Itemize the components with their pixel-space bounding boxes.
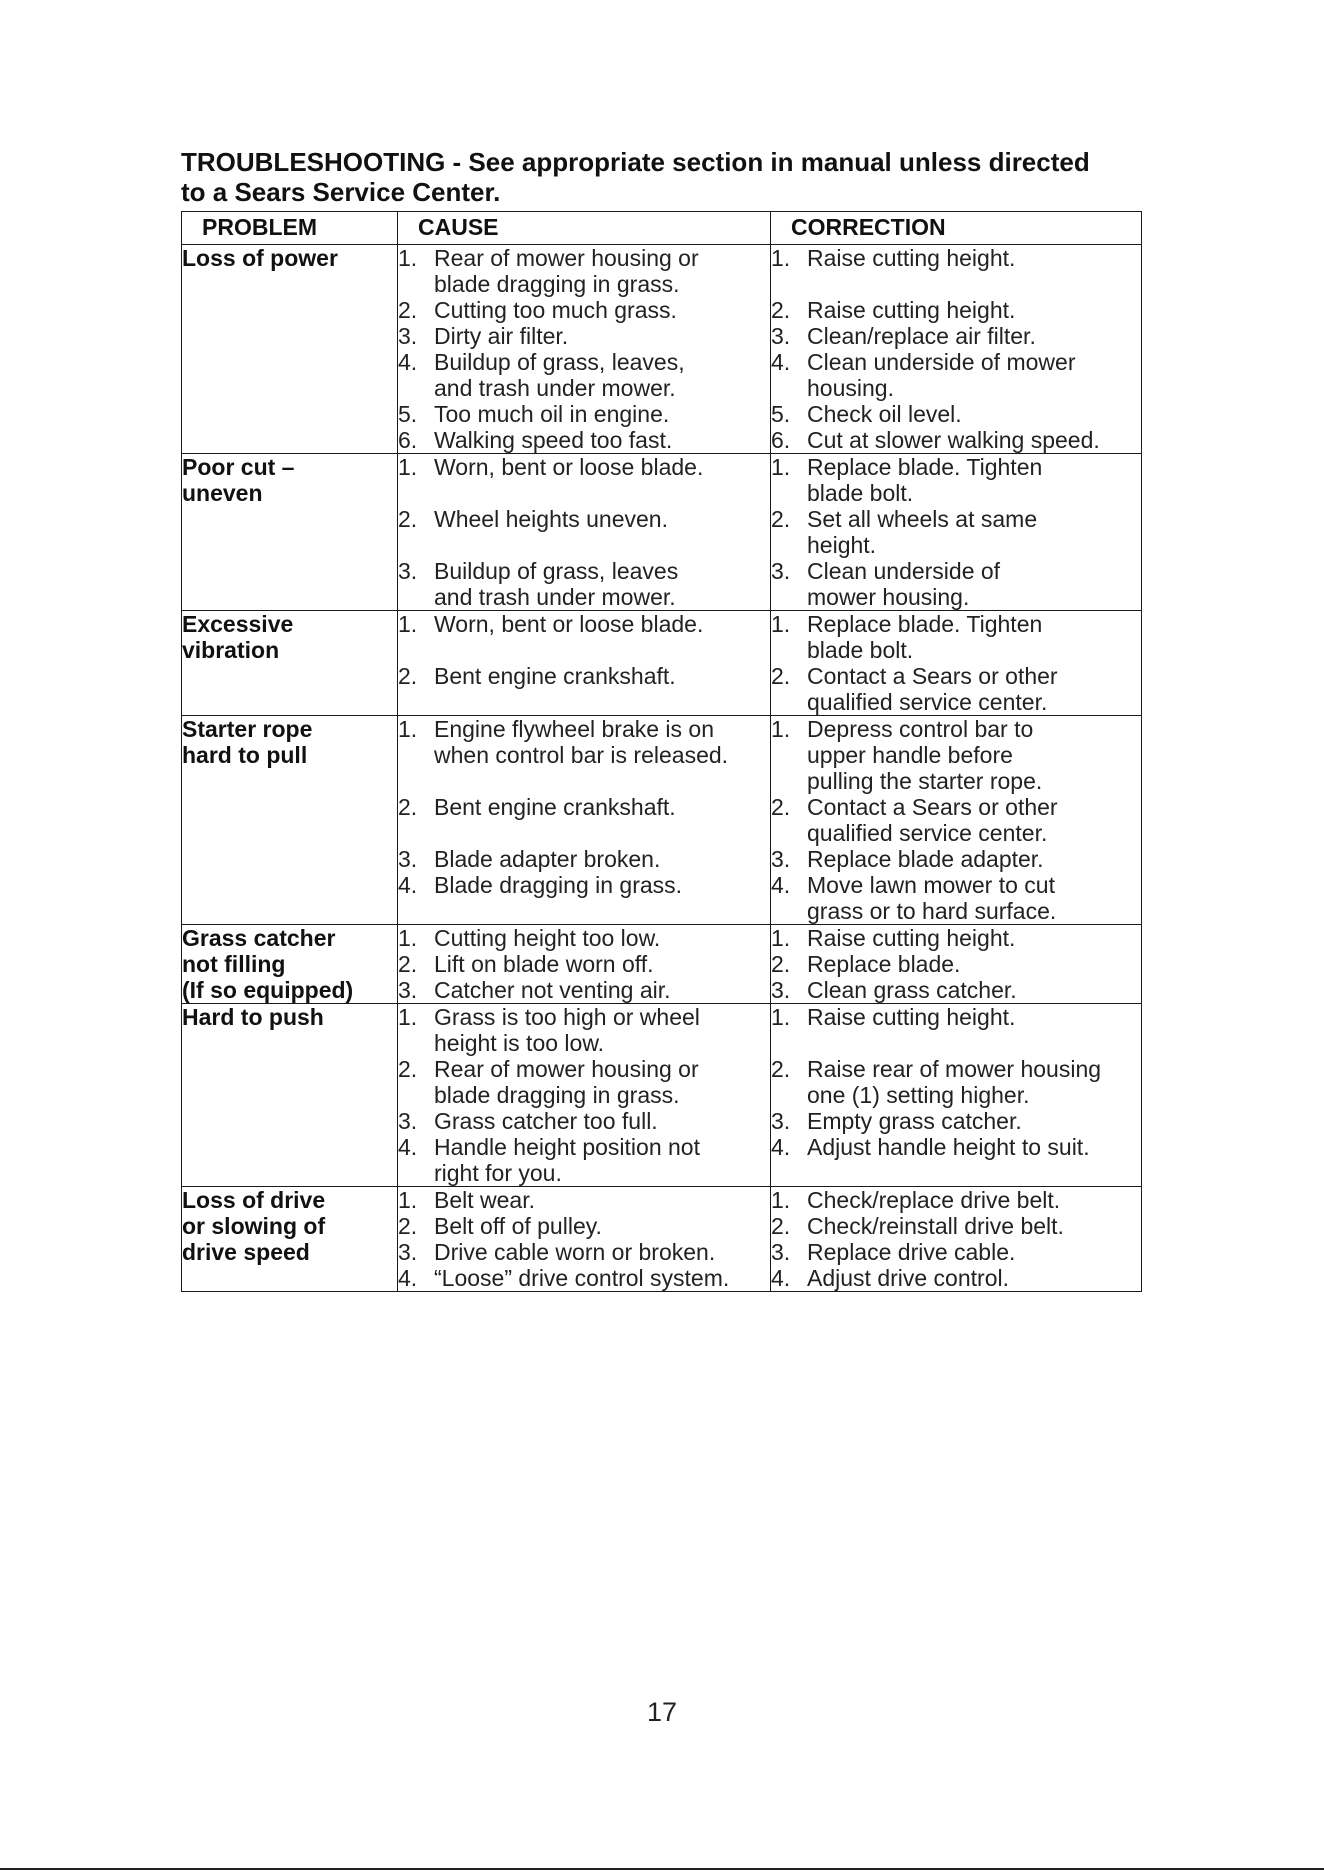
correction-item xyxy=(771,401,1141,427)
item-line: Worn, bent or loose blade. xyxy=(434,611,704,637)
item-number: 3. xyxy=(771,846,791,872)
item-number: 2. xyxy=(398,663,418,689)
item-number: 2. xyxy=(771,794,791,820)
item-text xyxy=(807,794,1141,846)
item-number: 3. xyxy=(398,1108,418,1134)
item-line: Raise cutting height. xyxy=(807,1004,1016,1030)
table-row xyxy=(182,611,1142,716)
item-line: Replace drive cable. xyxy=(807,1239,1016,1265)
item-line: Empty grass catcher. xyxy=(807,1108,1022,1134)
item-text xyxy=(434,663,770,715)
item-number: 1. xyxy=(771,1004,791,1030)
cause-item xyxy=(398,454,770,506)
item-line: Engine flywheel brake is on xyxy=(434,716,714,742)
problem-text: vibration xyxy=(182,637,280,663)
item-text xyxy=(807,427,1141,453)
item-text xyxy=(434,427,770,453)
item-number: 1. xyxy=(771,611,791,637)
item-line: Check/replace drive belt. xyxy=(807,1187,1061,1213)
item-line: height is too low. xyxy=(434,1030,605,1056)
problem-text: Poor cut – xyxy=(182,454,295,480)
item-line: Lift on blade worn off. xyxy=(434,951,654,977)
item-text xyxy=(807,1239,1141,1265)
correction-item xyxy=(771,951,1141,977)
cause-item xyxy=(398,716,770,794)
problem-text: Grass catcher xyxy=(182,925,336,951)
column-header-cause: CAUSE xyxy=(398,212,771,245)
item-text xyxy=(807,977,1141,1003)
item-number: 3. xyxy=(398,977,418,1003)
cause-item xyxy=(398,794,770,846)
cause-item xyxy=(398,1239,770,1265)
item-line xyxy=(434,689,770,715)
item-text xyxy=(807,1213,1141,1239)
item-text xyxy=(807,1134,1141,1160)
item-line: Clean underside of mower xyxy=(807,349,1076,375)
item-text xyxy=(807,1108,1141,1134)
problem-text: Starter rope xyxy=(182,716,313,742)
item-line: blade bolt. xyxy=(807,637,914,663)
item-number: 2. xyxy=(771,951,791,977)
item-number: 3. xyxy=(398,846,418,872)
cause-item xyxy=(398,611,770,663)
item-line: Replace blade. xyxy=(807,951,961,977)
item-text xyxy=(434,951,770,977)
correction-item xyxy=(771,1134,1141,1160)
item-line: Contact a Sears or other xyxy=(807,663,1058,689)
item-line: Clean underside of xyxy=(807,558,1001,584)
item-line: Set all wheels at same xyxy=(807,506,1038,532)
cause-cell xyxy=(398,454,771,611)
item-line: Raise cutting height. xyxy=(807,245,1016,271)
item-line: Adjust handle height to suit. xyxy=(807,1134,1090,1160)
item-number: 1. xyxy=(771,716,791,742)
correction-item xyxy=(771,611,1141,663)
cause-item xyxy=(398,1056,770,1108)
correction-item xyxy=(771,349,1141,401)
item-number: 2. xyxy=(398,951,418,977)
problem-text: drive speed xyxy=(182,1239,310,1265)
item-line: Check oil level. xyxy=(807,401,962,427)
correction-item xyxy=(771,846,1141,872)
page-number: 17 xyxy=(646,1697,678,1727)
item-number: 1. xyxy=(771,454,791,480)
cause-item xyxy=(398,558,770,610)
item-line: Grass catcher too full. xyxy=(434,1108,658,1134)
item-text xyxy=(807,951,1141,977)
header-row xyxy=(182,212,1142,245)
item-text xyxy=(434,1187,770,1213)
item-text xyxy=(807,663,1141,715)
correction-cell xyxy=(771,1187,1142,1292)
item-text xyxy=(434,1134,770,1186)
item-number: 2. xyxy=(771,1213,791,1239)
item-number: 3. xyxy=(771,323,791,349)
correction-item xyxy=(771,427,1141,453)
item-number: 2. xyxy=(771,297,791,323)
correction-item xyxy=(771,323,1141,349)
item-line: housing. xyxy=(807,375,894,401)
item-text xyxy=(434,297,770,323)
item-number: 1. xyxy=(398,1187,418,1213)
item-number: 4. xyxy=(398,1134,418,1160)
item-number: 5. xyxy=(771,401,791,427)
item-number: 1. xyxy=(398,454,418,480)
item-number: 1. xyxy=(771,1187,791,1213)
item-line: blade dragging in grass. xyxy=(434,1082,680,1108)
item-text xyxy=(434,454,770,506)
item-number: 3. xyxy=(771,977,791,1003)
item-text xyxy=(434,1056,770,1108)
item-line xyxy=(434,637,770,663)
item-number: 4. xyxy=(398,872,418,898)
item-line: Replace blade adapter. xyxy=(807,846,1044,872)
correction-cell xyxy=(771,454,1142,611)
item-line: Cut at slower walking speed. xyxy=(807,427,1100,453)
problem-text: hard to pull xyxy=(182,742,308,768)
problem-cell xyxy=(182,611,398,716)
item-line: Depress control bar to xyxy=(807,716,1034,742)
title-line: to a Sears Service Center. xyxy=(181,177,501,207)
item-text xyxy=(807,401,1141,427)
item-number: 1. xyxy=(398,925,418,951)
problem-text: Excessive xyxy=(182,611,294,637)
item-text xyxy=(434,1265,770,1291)
page-title xyxy=(181,147,1161,207)
item-line: Worn, bent or loose blade. xyxy=(434,454,704,480)
cause-item xyxy=(398,323,770,349)
item-number: 2. xyxy=(771,1056,791,1082)
item-line: qualified service center. xyxy=(807,820,1048,846)
cause-item xyxy=(398,1134,770,1186)
item-text xyxy=(807,1004,1141,1056)
correction-item xyxy=(771,1056,1141,1108)
cause-item xyxy=(398,977,770,1003)
cause-item xyxy=(398,401,770,427)
item-number: 1. xyxy=(398,1004,418,1030)
cause-item xyxy=(398,1213,770,1239)
cause-item xyxy=(398,663,770,715)
cause-item xyxy=(398,1265,770,1291)
item-line: Raise rear of mower housing xyxy=(807,1056,1102,1082)
item-line xyxy=(434,532,770,558)
table-row xyxy=(182,1004,1142,1187)
correction-item xyxy=(771,925,1141,951)
table-row xyxy=(182,1187,1142,1292)
item-number: 1. xyxy=(771,245,791,271)
problem-text: uneven xyxy=(182,480,263,506)
item-text xyxy=(807,1056,1141,1108)
item-line: Walking speed too fast. xyxy=(434,427,673,453)
item-text xyxy=(434,323,770,349)
item-line: Grass is too high or wheel xyxy=(434,1004,700,1030)
cause-item xyxy=(398,1004,770,1056)
item-text xyxy=(434,349,770,401)
correction-item xyxy=(771,872,1141,924)
item-text xyxy=(807,297,1141,323)
item-line: Dirty air filter. xyxy=(434,323,569,349)
item-text xyxy=(434,716,770,794)
item-text xyxy=(807,1265,1141,1291)
problem-cell xyxy=(182,925,398,1004)
item-line: qualified service center. xyxy=(807,689,1048,715)
correction-item xyxy=(771,663,1141,715)
correction-cell xyxy=(771,1004,1142,1187)
item-line: Clean/replace air filter. xyxy=(807,323,1036,349)
item-line: Wheel heights uneven. xyxy=(434,506,668,532)
item-number: 3. xyxy=(398,1239,418,1265)
title-line: TROUBLESHOOTING - See appropriate section in manual unless directed xyxy=(181,147,1090,177)
item-text xyxy=(434,506,770,558)
item-line: Belt off of pulley. xyxy=(434,1213,602,1239)
item-line: Clean grass catcher. xyxy=(807,977,1017,1003)
item-line: one (1) setting higher. xyxy=(807,1082,1030,1108)
item-number: 2. xyxy=(398,297,418,323)
item-text xyxy=(434,872,770,898)
item-number: 1. xyxy=(398,716,418,742)
item-text xyxy=(434,925,770,951)
item-line: “Loose” drive control system. xyxy=(434,1265,730,1291)
item-line xyxy=(807,271,1141,297)
table-row xyxy=(182,925,1142,1004)
cause-item xyxy=(398,349,770,401)
item-text xyxy=(807,558,1141,610)
problem-text: (If so equipped) xyxy=(182,977,354,1003)
item-line: grass or to hard surface. xyxy=(807,898,1057,924)
correction-item xyxy=(771,977,1141,1003)
item-line: Raise cutting height. xyxy=(807,297,1016,323)
item-text xyxy=(434,401,770,427)
item-text xyxy=(807,349,1141,401)
column-header-correction: CORRECTION xyxy=(771,212,1142,245)
problem-text: Loss of power xyxy=(182,245,338,271)
item-line: Raise cutting height. xyxy=(807,925,1016,951)
item-number: 3. xyxy=(771,1239,791,1265)
item-number: 2. xyxy=(398,794,418,820)
item-text xyxy=(434,846,770,872)
item-number: 1. xyxy=(398,611,418,637)
correction-cell xyxy=(771,611,1142,716)
problem-text: or slowing of xyxy=(182,1213,326,1239)
cause-item xyxy=(398,1108,770,1134)
item-line: Cutting too much grass. xyxy=(434,297,677,323)
cause-cell xyxy=(398,1004,771,1187)
item-line: blade dragging in grass. xyxy=(434,271,680,297)
item-text xyxy=(434,1213,770,1239)
cause-cell xyxy=(398,925,771,1004)
item-text xyxy=(434,245,770,297)
troubleshooting-table xyxy=(181,211,1142,1292)
table-row xyxy=(182,454,1142,611)
item-line xyxy=(807,1030,1141,1056)
cause-item xyxy=(398,1187,770,1213)
item-line: and trash under mower. xyxy=(434,375,676,401)
problem-cell xyxy=(182,716,398,925)
table-row xyxy=(182,716,1142,925)
item-line: Too much oil in engine. xyxy=(434,401,670,427)
item-number: 3. xyxy=(398,323,418,349)
item-line: Blade adapter broken. xyxy=(434,846,661,872)
correction-item xyxy=(771,1108,1141,1134)
problem-text: Hard to push xyxy=(182,1004,324,1030)
correction-item xyxy=(771,506,1141,558)
correction-item xyxy=(771,794,1141,846)
item-text xyxy=(807,846,1141,872)
item-line: Replace blade. Tighten xyxy=(807,611,1043,637)
item-number: 4. xyxy=(771,349,791,375)
cause-cell xyxy=(398,611,771,716)
correction-cell xyxy=(771,245,1142,454)
item-number: 3. xyxy=(398,558,418,584)
item-number: 1. xyxy=(771,925,791,951)
item-text xyxy=(807,323,1141,349)
item-number: 2. xyxy=(398,506,418,532)
item-line: mower housing. xyxy=(807,584,970,610)
cause-cell xyxy=(398,245,771,454)
item-line: Contact a Sears or other xyxy=(807,794,1058,820)
cause-item xyxy=(398,506,770,558)
item-line: pulling the starter rope. xyxy=(807,768,1043,794)
item-text xyxy=(807,872,1141,924)
cause-item xyxy=(398,872,770,898)
correction-item xyxy=(771,245,1141,297)
item-line: Belt wear. xyxy=(434,1187,535,1213)
correction-item xyxy=(771,716,1141,794)
item-number: 4. xyxy=(771,872,791,898)
item-line: when control bar is released. xyxy=(434,742,729,768)
correction-item xyxy=(771,297,1141,323)
item-line: Bent engine crankshaft. xyxy=(434,794,676,820)
item-number: 1. xyxy=(398,245,418,271)
item-number: 4. xyxy=(398,349,418,375)
correction-item xyxy=(771,454,1141,506)
cause-item xyxy=(398,297,770,323)
problem-cell xyxy=(182,1004,398,1187)
item-line: Handle height position not xyxy=(434,1134,700,1160)
item-text xyxy=(807,925,1141,951)
item-text xyxy=(807,1187,1141,1213)
item-text xyxy=(434,1239,770,1265)
item-line xyxy=(434,820,770,846)
item-line: Blade dragging in grass. xyxy=(434,872,683,898)
problem-cell xyxy=(182,454,398,611)
item-number: 5. xyxy=(398,401,418,427)
item-number: 2. xyxy=(771,663,791,689)
item-text xyxy=(434,558,770,610)
item-line: Buildup of grass, leaves xyxy=(434,558,679,584)
correction-item xyxy=(771,1213,1141,1239)
correction-item xyxy=(771,558,1141,610)
column-header-problem: PROBLEM xyxy=(182,212,398,245)
item-text xyxy=(434,611,770,663)
item-line: Bent engine crankshaft. xyxy=(434,663,676,689)
item-number: 6. xyxy=(771,427,791,453)
item-number: 2. xyxy=(398,1213,418,1239)
item-text xyxy=(434,794,770,846)
item-line: Rear of mower housing or xyxy=(434,245,699,271)
cause-item xyxy=(398,846,770,872)
item-line: Catcher not venting air. xyxy=(434,977,671,1003)
table-row xyxy=(182,245,1142,454)
item-number: 4. xyxy=(771,1134,791,1160)
item-text xyxy=(807,506,1141,558)
item-line: Buildup of grass, leaves, xyxy=(434,349,685,375)
correction-item xyxy=(771,1187,1141,1213)
problem-cell xyxy=(182,245,398,454)
item-line: height. xyxy=(807,532,877,558)
correction-item xyxy=(771,1239,1141,1265)
cause-item xyxy=(398,245,770,297)
cause-cell xyxy=(398,1187,771,1292)
item-number: 3. xyxy=(771,558,791,584)
item-line: and trash under mower. xyxy=(434,584,676,610)
cause-item xyxy=(398,427,770,453)
item-line: upper handle before xyxy=(807,742,1013,768)
correction-cell xyxy=(771,716,1142,925)
item-line: Adjust drive control. xyxy=(807,1265,1009,1291)
item-number: 4. xyxy=(398,1265,418,1291)
item-text xyxy=(807,245,1141,297)
item-line xyxy=(434,768,770,794)
item-line: Rear of mower housing or xyxy=(434,1056,699,1082)
item-number: 3. xyxy=(771,1108,791,1134)
cause-cell xyxy=(398,716,771,925)
problem-text: not filling xyxy=(182,951,286,977)
item-line: Move lawn mower to cut xyxy=(807,872,1055,898)
item-line xyxy=(434,480,770,506)
cause-item xyxy=(398,951,770,977)
item-line: blade bolt. xyxy=(807,480,914,506)
bottom-divider xyxy=(0,1868,1324,1870)
item-text xyxy=(434,977,770,1003)
item-text xyxy=(434,1004,770,1056)
item-line: Cutting height too low. xyxy=(434,925,661,951)
problem-text: Loss of drive xyxy=(182,1187,326,1213)
item-line: right for you. xyxy=(434,1160,562,1186)
item-number: 2. xyxy=(771,506,791,532)
item-line: Check/reinstall drive belt. xyxy=(807,1213,1064,1239)
correction-cell xyxy=(771,925,1142,1004)
problem-cell xyxy=(182,1187,398,1292)
item-number: 6. xyxy=(398,427,418,453)
item-number: 2. xyxy=(398,1056,418,1082)
item-line: Replace blade. Tighten xyxy=(807,454,1043,480)
correction-item xyxy=(771,1004,1141,1056)
item-text xyxy=(434,1108,770,1134)
correction-item xyxy=(771,1265,1141,1291)
item-line: Drive cable worn or broken. xyxy=(434,1239,716,1265)
cause-item xyxy=(398,925,770,951)
item-text xyxy=(807,611,1141,663)
item-number: 4. xyxy=(771,1265,791,1291)
item-text xyxy=(807,716,1141,794)
item-text xyxy=(807,454,1141,506)
